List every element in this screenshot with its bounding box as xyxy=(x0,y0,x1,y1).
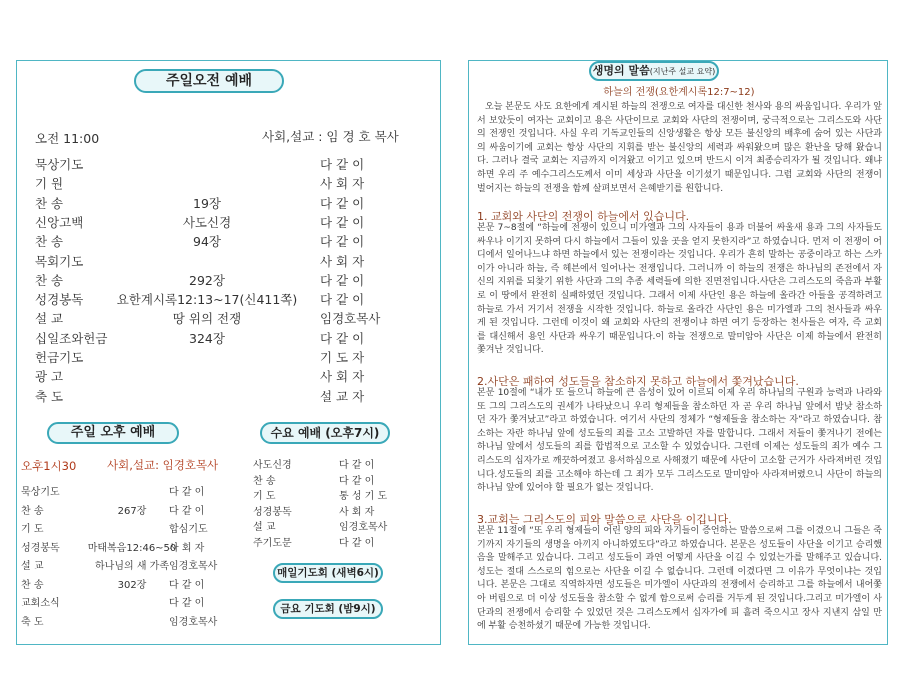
morning-leader: 사회,설교 : 임 경 호 목사 xyxy=(262,129,399,144)
order-who: 통 성 기 도 xyxy=(339,491,388,502)
section-3-heading: 3.교회는 그리스도의 피와 말씀으로 사단을 이깁니다. xyxy=(477,513,732,526)
order-mid: 마태복음12:46~50 xyxy=(87,542,177,554)
order-who: 사 회 자 xyxy=(320,253,365,269)
section-1-heading: 1. 교회와 사단의 전쟁이 하늘에서 있습니다. xyxy=(477,210,690,223)
order-mid: 땅 위의 전쟁 xyxy=(172,311,242,327)
section-1-body: 본문 7~8절에 “하늘에 전쟁이 있으니 미가엘과 그의 사자들이 용과 더불어 싸울새 용과 그의 사자들도 싸우나 이기지 못하여 다시 하늘에서 그들이 있을 곳을 얻지 못한지라”고 하였습니다. 먼저 이 전쟁이 어디에서 일어나느냐 하면 하늘에서 있는 전쟁이라는 것입니다. 우리가 흔히 말하는 공중이라고 하는 스카이가 아니라 하늘, 즉 헤븐에서 일어나는 전쟁입니다. 그러니까 이 하늘의 전쟁은 하나님의 존전에서 자신의 지위를 되찾기 위한 사단과 그의 추종 세력들에 의한 진면전입니다.사단은 그리스도의 죽음과 부활로 이 땅에서 완전히 실패하였던 것입니다. 그래서 이제 사단인 용은 하늘에 올라간 아들을 공격하려고 하늘로 가서 거기서 전쟁을 시작한 것입니다. 하늘로 올라간 사단인 용은 미가엘과 그의 천사들과 싸우게 된 것입니다. 그런데 이것이 왜 교회와 사단의 전쟁이냐 하면 여기 등장하는 천사들은 여자, 즉 교회를 대신해서 용인 사단과 싸우기 때문입니다.이 하늘 전쟁으로 말미암아 사단은 이제 하늘에서 완전히 쫓겨난 것입니다. xyxy=(477,223,882,356)
order-item: 묵상기도 xyxy=(21,487,60,498)
order-item: 찬 송 xyxy=(21,579,44,591)
order-item: 찬 송 xyxy=(21,505,44,517)
morning-time: 오전 11:00 xyxy=(35,131,100,146)
order-who: 사 회 자 xyxy=(169,542,205,554)
order-item: 교회소식 xyxy=(21,598,60,609)
order-mid: 하나님의 새 가족 xyxy=(95,561,169,572)
order-item: 사도신경 xyxy=(253,460,292,471)
order-who: 설 교 자 xyxy=(320,388,365,404)
sermon-title-main: 생명의 말씀 xyxy=(592,64,650,77)
order-who: 다 같 이 xyxy=(320,272,365,288)
order-item: 목회기도 xyxy=(35,253,84,269)
order-item: 설 교 xyxy=(21,561,44,572)
order-mid: 94장 xyxy=(193,234,221,250)
morning-title: 주일오전 예배 xyxy=(134,69,284,93)
order-who: 다 같 이 xyxy=(339,537,375,549)
sermon-title xyxy=(589,61,719,81)
order-item: 찬 송 xyxy=(253,475,276,487)
wednesday-title: 수요 예배 (오후7시) xyxy=(260,422,390,444)
order-mid: 302장 xyxy=(117,579,147,591)
order-mid: 324장 xyxy=(189,330,225,346)
order-who: 사 회 자 xyxy=(339,506,375,518)
order-who: 합심기도 xyxy=(169,524,208,535)
section-2-heading: 2.사단은 패하여 성도들을 참소하지 못하고 하늘에서 쫓겨났습니다. xyxy=(477,375,799,388)
order-item: 축 도 xyxy=(35,388,64,404)
order-mid: 19장 xyxy=(193,195,221,211)
order-item: 신앙고백 xyxy=(35,214,84,230)
order-who: 다 같 이 xyxy=(169,505,205,517)
order-who: 다 같 이 xyxy=(169,487,205,498)
order-mid: 요한계시록12:13~17(신411쪽) xyxy=(116,292,298,308)
order-who: 다 같 이 xyxy=(320,214,365,230)
order-who: 다 같 이 xyxy=(169,579,205,591)
order-item: 설 교 xyxy=(35,311,64,327)
order-item: 성경봉독 xyxy=(21,542,60,554)
order-mid: 267장 xyxy=(117,505,147,517)
order-item: 광 고 xyxy=(35,369,64,385)
order-who: 임경호목사 xyxy=(339,522,388,533)
order-mid: 292장 xyxy=(189,272,225,288)
order-item: 기 도 xyxy=(21,524,44,535)
order-item: 주기도문 xyxy=(253,537,292,549)
order-who: 다 같 이 xyxy=(320,157,365,172)
order-item: 기 도 xyxy=(253,491,276,502)
daily-prayer: 매일기도회 (새벽6시) xyxy=(273,563,383,583)
order-who: 다 같 이 xyxy=(339,460,375,471)
order-who: 다 같 이 xyxy=(320,330,365,346)
order-who: 임경호목사 xyxy=(169,616,218,628)
order-item: 축 도 xyxy=(21,616,44,628)
order-item: 찬 송 xyxy=(35,234,64,250)
order-who: 다 같 이 xyxy=(169,598,205,609)
order-who: 다 같 이 xyxy=(339,475,375,487)
order-item: 성경봉독 xyxy=(253,506,292,518)
order-item: 헌금기도 xyxy=(35,350,84,365)
afternoon-time: 오후1시30 xyxy=(21,459,77,473)
order-item: 묵상기도 xyxy=(35,157,84,172)
order-who: 사 회 자 xyxy=(320,369,365,385)
order-who: 임경호목사 xyxy=(320,311,381,327)
section-2-body: 본문 10절에 “내가 또 들으니 하늘에 큰 음성이 있어 이르되 이제 우리 하나님의 구원과 능력과 나라와 또 그의 그리스도의 권세가 나타났으니 우리 형제들을 참소하던 자 곧 우리 하나님 앞에서 밤낮 참소하던 자가 쫓겨났고”라고 하였습니다. 여기서 사단의 정체가 “형제들을 참소하는 자”라고 하였습니다. 참소하는 자란 하나님 앞에 성도들의 죄를 고소 고발하던 자를 말합니다. 그래서 저들이 쫓겨나기 전에는 하나님 앞에서 성도들의 죄를 합법적으로 고소할 수 있었습니다. 그런데 이제는 성도들의 죄가 예수 그리스도의 십자가로 깨끗하여졌고 용서하심으로 사해졌기 때문에 사단이 고소할 근거가 사라져버린 것입니다.성도들의 죄를 고소해야 하는데 그 죄가 모두 그리스도로 말미암아 사라져버렸으니 사단이 하늘의 하나님 앞에 있어야 할 필요가 없는 것입니다. xyxy=(477,388,882,494)
order-who: 다 같 이 xyxy=(320,292,365,308)
sermon-subtitle: 하늘의 전쟁(요한계시록12:7~12) xyxy=(603,87,755,98)
order-mid: 사도신경 xyxy=(182,214,232,230)
section-3-body: 본문 11절에 “또 우리 형제들이 어린 양의 피와 자기들이 증언하는 말씀으로써 그를 이겼으니 그들은 죽기까지 자기들의 생명을 아끼지 아니하였도다”라고 하였습니다. 본문은 성도들이 사단을 이기고 승리했음을 말해주고 있습니다. 그리고 성도들이 과연 어떻게 사단을 이길 수 있었는가를 말해주고 있습니다. 성도는 절대 스스로의 힘으로는 사단을 이길 수 없습니다. 그런데 이겼다면 그 이유가 무엇이냐는 것입니다. 본문은 그대로 직역하자면 성도들은 미가엘이 사단과의 전쟁에서 승리하고 그를 하늘에서 내어쫓아 버림으로 더 이상 성도들을 참소할 수 없게 함으로써 승리를 거두게 된 것입니다.그리고 미가엘이 사단과의 전쟁에서 승리할 수 있었던 것은 그리스도께서 십자가에 피 흘려 죽으시고 장사 지낸지 삼일 만에 부활 승천하셨기 때문에 가능한 것입니다. xyxy=(477,526,882,632)
worship-order-panel xyxy=(16,60,441,645)
order-item: 찬 송 xyxy=(35,272,64,288)
order-item: 찬 송 xyxy=(35,195,64,211)
order-who: 임경호목사 xyxy=(169,561,218,572)
sermon-panel xyxy=(468,60,888,645)
order-item: 성경봉독 xyxy=(35,292,84,308)
order-who: 다 같 이 xyxy=(320,195,365,211)
order-item: 기 원 xyxy=(35,176,64,192)
order-item: 설 교 xyxy=(253,522,276,533)
order-item: 십일조와헌금 xyxy=(35,330,108,346)
sermon-intro: 오늘 본문도 사도 요한에게 계시된 하늘의 전쟁으로 여자를 대신한 천사와 용의 싸움입니다. 우리가 앞서 보았듯이 여자는 교회이고 용은 사단이므로 교회와 사단의 전쟁이며, 궁극적으로는 그리스도와 사단의 전쟁인 것입니다. 사실 우리 기독교인들의 신앙생활은 항상 모든 불신앙의 배후에 숨어 있는 사단과의 싸움이기에 교회는 항상 사단의 지휘를 받는 불신앙의 세력과 싸워왔으며 많은 환난을 당해 왔습니다. 그러나 결국 교회는 지금까지 이겨왔고 이기고 있으며 반드시 이겨 최종승리자가 될 것입니다. 왜냐하면 우리 주 예수그리스도께서 이미 세상과 사단을 이기셨기 때문입니다. 그럼 교회와 사단의 전쟁이 벌어지는 하늘의 전쟁을 함께 살펴보면서 은혜받기를 원합니다. xyxy=(477,102,882,194)
afternoon-leader: 사회,설교: 임경호목사 xyxy=(107,458,219,472)
order-who: 기 도 자 xyxy=(320,350,365,365)
order-who: 사 회 자 xyxy=(320,176,365,192)
afternoon-title: 주일 오후 예배 xyxy=(47,422,179,444)
order-who: 다 같 이 xyxy=(320,234,365,250)
friday-prayer: 금요 기도회 (밤9시) xyxy=(273,599,383,619)
sermon-title-note: (지난주 설교 요약) xyxy=(649,67,716,76)
